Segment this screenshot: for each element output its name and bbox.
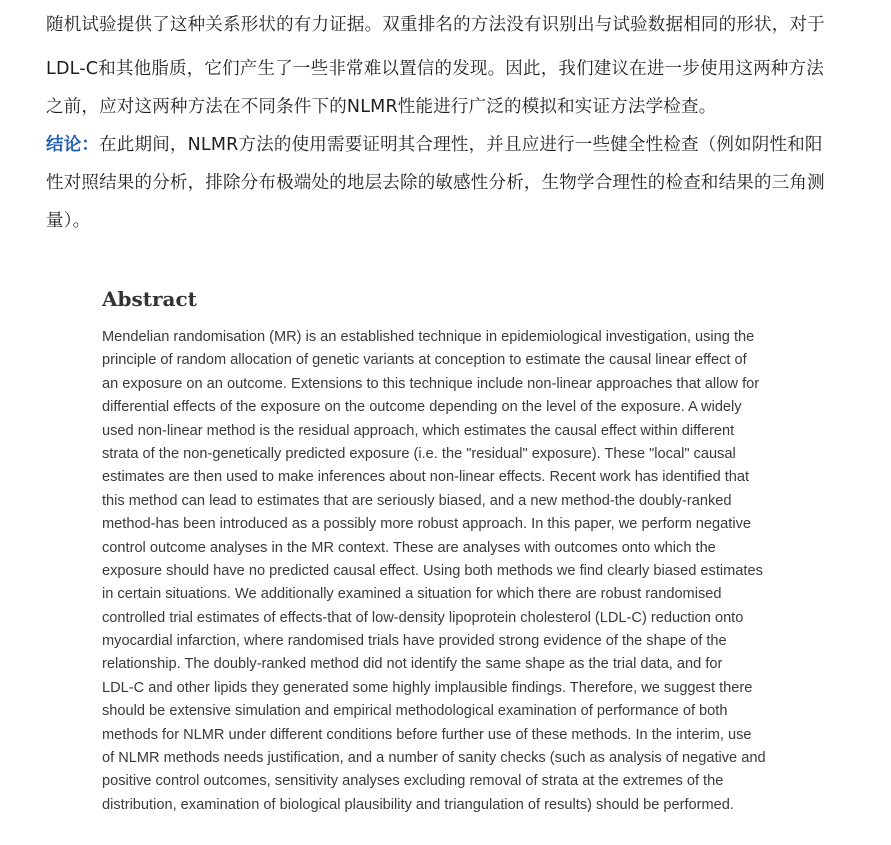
abstract-line: methods for NLMR under different conditions before further use of these methods. In the interim, use (102, 726, 752, 743)
abstract-line: Mendelian randomisation (MR) is an established technique in epidemiological investigation, using the (102, 329, 755, 345)
conclusion-text: 在此期间，NLMR方法的使用需要证明其合理性，并且应进行一些健全性检查（例如阴性和阳 (99, 135, 823, 155)
abstract-line: positive control outcomes, sensitivity analyses excluding removal of strata at the extremes of the (102, 773, 724, 790)
abstract-line: differential effects of the exposure on the outcome depending on the level of the exposure. A widely (102, 399, 742, 416)
abstract-line: should be extensive simulation and empirical methodological examination of performance of both (102, 703, 728, 720)
abstract-line: this method can lead to estimates that are seriously biased, and a new method-the doubly-ranked (102, 492, 732, 509)
summary-line: 之前，应对这两种方法在不同条件下的NLMR性能进行广泛的模拟和实证方法学检查。 (46, 97, 717, 117)
summary-line: 随机试验提供了这种关系形状的有力证据。双重排名的方法没有识别出与试验数据相同的形状，对于 (46, 15, 825, 35)
abstract-line: an exposure on an outcome. Extensions to this technique include non-linear approaches that allow for (102, 375, 760, 392)
abstract-line: control outcome analyses in the MR context. These are analyses with outcomes onto which the (102, 539, 716, 556)
conclusion-line: 量）。 (46, 211, 91, 231)
abstract-line: myocardial infarction, where randomised trials have provided strong evidence of the shape of the (102, 633, 727, 650)
conclusion-label: 结论： (46, 135, 100, 155)
abstract-line: in certain situations. We additionally examined a situation for which there are robust randomised (102, 586, 722, 603)
abstract-heading: Abstract (102, 287, 197, 311)
abstract-line: LDL-C and other lipids they generated some highly implausible findings. Therefore, we suggest there (102, 679, 753, 696)
abstract-line: controlled trial estimates of effects-that of low-density lipoprotein cholesterol (LDL-C) reduction onto (102, 609, 744, 626)
conclusion-line: 性对照结果的分析，排除分布极端处的地层去除的敏感性分析，生物学合理性的检查和结果的三角测 (46, 173, 825, 193)
abstract-line: estimates are then used to make inferences about non-linear effects. Recent work has identified that (102, 469, 750, 486)
abstract-line: distribution, examination of biological plausibility and triangulation of results) should be performed. (102, 796, 734, 813)
summary-line: LDL-C和其他脂质，它们产生了一些非常难以置信的发现。因此，我们建议在进一步使用这两种方法 (46, 59, 824, 79)
abstract-line: method-has been introduced as a possibly more robust approach. In this paper, we perform negative (102, 516, 751, 533)
conclusion-line (46, 130, 876, 160)
abstract-line: principle of random allocation of genetic variants at conception to estimate the causal linear effect of (102, 352, 747, 369)
abstract-line: relationship. The doubly-ranked method did not identify the same shape as the trial data, and for (102, 656, 723, 673)
abstract-line: of NLMR methods needs justification, and a number of sanity checks (such as analysis of negative and (102, 750, 766, 767)
abstract-screenshot (102, 284, 822, 817)
abstract-line: exposure should have no predicted causal effect. Using both methods we find clearly biased estimates (102, 562, 763, 579)
chinese-summary (46, 0, 876, 236)
abstract-line: strata of the non-genetically predicted exposure (i.e. the "residual" exposure). These "local" causal (102, 445, 736, 462)
abstract-line: used non-linear method is the residual approach, which estimates the causal effect within different (102, 422, 735, 439)
